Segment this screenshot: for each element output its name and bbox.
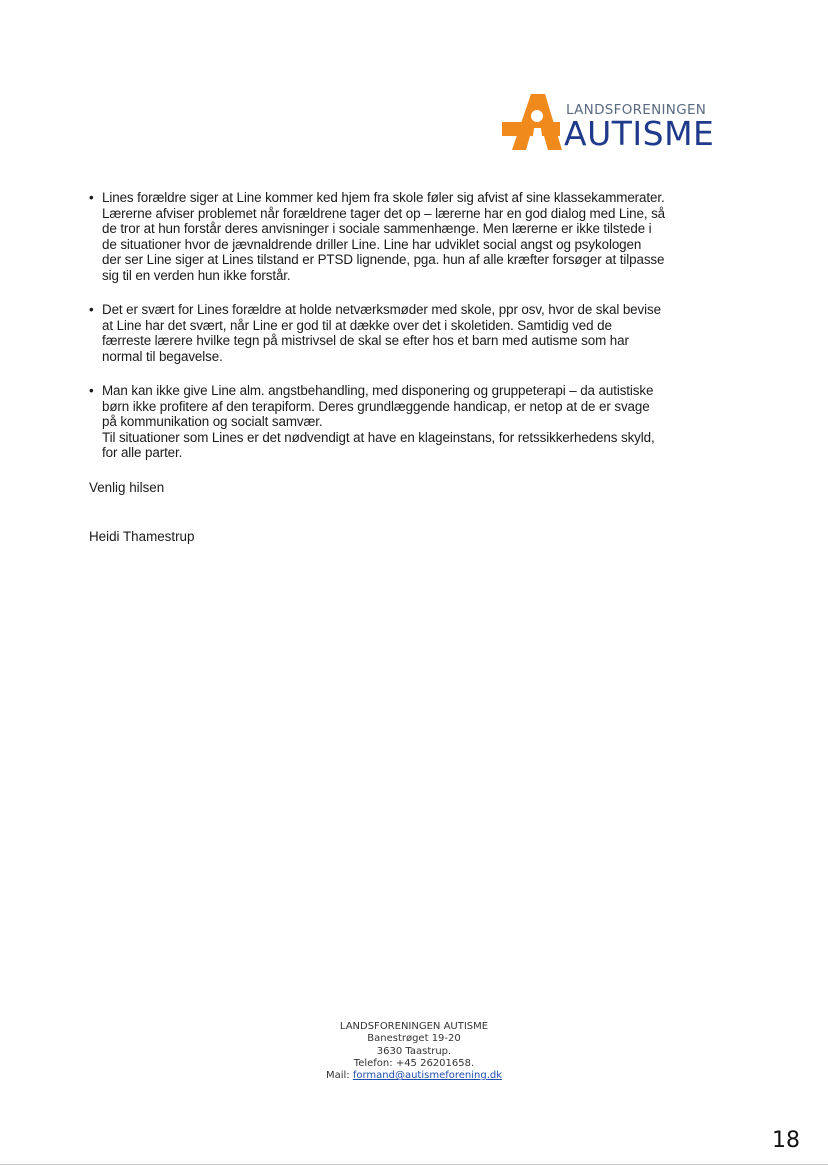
footer-mail-row xyxy=(0,1070,828,1082)
closing-greeting: Venlig hilsen xyxy=(89,479,165,495)
text-line: der ser Line siger at Lines tilstand er PTSD lignende, pga. hun af alle kræfter forsøger at tilpasse xyxy=(102,252,665,267)
text-line: sig til en verden hun ikke forstår. xyxy=(102,267,291,283)
bullet-icon: • xyxy=(89,302,94,317)
bullet-icon: • xyxy=(89,383,94,398)
text-line: Det er svært for Lines forældre at holde netværksmøder med skole, ppr osv, hvor de skal bevise xyxy=(102,302,661,317)
text-line: på kommunikation og socialt samvær. xyxy=(102,414,323,429)
signature-name: Heidi Thamestrup xyxy=(89,528,195,544)
footer-street: Banestrøget 19-20 xyxy=(367,1033,461,1045)
letter-body xyxy=(89,190,739,545)
text-line: for alle parter. xyxy=(102,445,183,460)
logo xyxy=(500,92,730,154)
bottom-rule xyxy=(0,1164,828,1165)
text-line: at Line har det svært, når Line er god til at dække over det i skoletiden. Samtidig ved de xyxy=(102,317,612,333)
puzzle-a-icon xyxy=(500,92,570,154)
text-line: de tror at hun forstår deres anvisninger i sociale sammenhænge. Men lærerne er ikke tilstede i xyxy=(102,221,652,236)
text-line: Lines forældre siger at Line kommer ked hjem fra skole føler sig afvist af sine klassekammerater. xyxy=(102,190,665,205)
footer-mail-link[interactable]: formand@autismeforening.dk xyxy=(352,1070,503,1082)
footer-mail-label: Mail: xyxy=(325,1070,353,1082)
text-line: Lærerne afviser problemet når forældrene tager det op – lærerne har en god dialog med Line, så xyxy=(102,205,666,221)
text-line: Man kan ikke give Line alm. angstbehandling, med disponering og gruppeterapi – da autistiske xyxy=(102,383,654,398)
footer-phone: Telefon: +45 26201658. xyxy=(353,1057,475,1069)
bullet-icon: • xyxy=(89,190,94,205)
text-line: de situationer hvor de jævnaldrende driller Line. Line har udviklet social angst og psykologen xyxy=(102,236,642,252)
footer-org: LANDSFORENINGEN AUTISME xyxy=(339,1021,489,1032)
page-number: 18 xyxy=(772,1128,800,1153)
text-line: Til situationer som Lines er det nødvendigt at have en klageinstans, for retssikkerhedens skyld, xyxy=(102,429,655,445)
footer-city: 3630 Taastrup. xyxy=(376,1045,452,1057)
bullet-point xyxy=(89,383,739,461)
logo-top-text: LANDSFORENINGEN xyxy=(566,102,707,118)
logo-main-text: AUTISME xyxy=(564,114,715,153)
text-line: normal til begavelse. xyxy=(102,348,223,364)
footer-address xyxy=(0,1021,828,1082)
bullet-point xyxy=(89,302,739,364)
text-line: færreste lærere hvilke tegn på mistrivsel de skal se efter hos et barn med autisme som har xyxy=(102,333,629,348)
text-line: børn ikke profitere af den terapiform. Deres grundlæggende handicap, er netop at de er svage xyxy=(102,398,650,414)
bullet-list xyxy=(89,190,739,461)
bullet-point xyxy=(89,190,739,283)
